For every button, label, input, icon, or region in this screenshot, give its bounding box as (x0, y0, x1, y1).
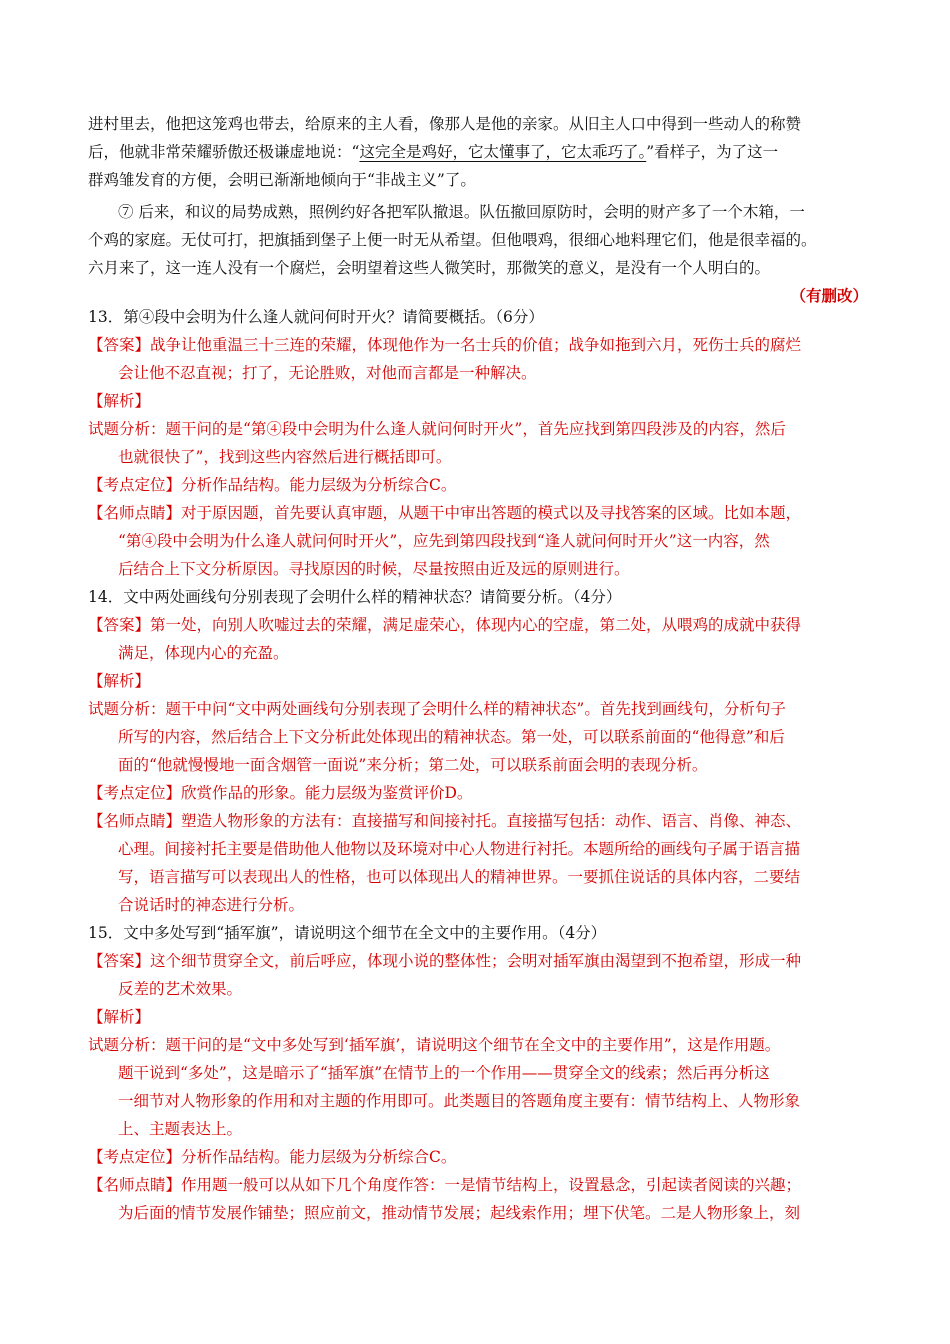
question-text: 13．第④段中会明为什么逢人就问何时开火？请简要概括。（6分） (88, 308, 544, 326)
passage-line (88, 138, 868, 166)
analysis-label: 【解析】 (88, 392, 151, 410)
analysis-line: 题干说到“多处”，这是暗示了“插军旗”在情节上的一个作用——贯穿全文的线索；然后再分析这 (118, 1064, 770, 1082)
answer-line: 满足，体现内心的充盈。 (118, 644, 289, 662)
answer-line: 【答案】战争让他重温三十三连的荣耀，体现他作为一名士兵的价值；战争如拖到六月，死伤士兵的腐烂 (88, 336, 802, 354)
question-15 (88, 919, 868, 1227)
edit-note: （有删改） (790, 286, 868, 305)
question-14 (88, 583, 868, 919)
passage-line: 个鸡的家庭。无仗可打，把旗插到堡子上便一时无从希望。但他喂鸡，很细心地料理它们，他是很幸福的。 (88, 231, 817, 249)
dianjing-line: 【名师点睛】对于原因题，首先要认真审题，从题干中审出答题的模式以及寻找答案的区域。比如本题， (88, 504, 802, 522)
passage-text: ”看样子，为了这一 (646, 143, 779, 161)
analysis-label: 【解析】 (88, 672, 151, 690)
answer-line: 【答案】第一处，向别人吹嘘过去的荣耀，满足虚荣心，体现内心的空虚，第二处，从喂鸡的成就中获得 (88, 616, 802, 634)
analysis-line: 也就很快了”，找到这些内容然后进行概括即可。 (118, 448, 452, 466)
passage-line: 群鸡雏发育的方便，会明已渐渐地倾向于“非战主义”了。 (88, 171, 476, 189)
kaodian-line: 【考点定位】欣赏作品的形象。能力层级为鉴赏评价D。 (88, 784, 473, 802)
analysis-label: 【解析】 (88, 1008, 151, 1026)
answer-line: 会让他不忍直视；打了，无论胜败，对他而言都是一种解决。 (118, 364, 537, 382)
passage-line: ⑦ 后来，和议的局势成熟，照例约好各把军队撤退。队伍撤回原防时，会明的财产多了一个木箱，一 (118, 203, 805, 221)
kaodian-line: 【考点定位】分析作品结构。能力层级为分析综合C。 (88, 1148, 457, 1166)
kaodian-line: 【考点定位】分析作品结构。能力层级为分析综合C。 (88, 476, 457, 494)
dianjing-line: 合说话时的神态进行分析。 (118, 896, 305, 914)
analysis-line: 所写的内容，然后结合上下文分析此处体现出的精神状态。第一处，可以联系前面的“他得意”和后 (118, 728, 785, 746)
underlined-sentence: 这完全是鸡好，它太懂事了，它太乖巧了。 (359, 143, 647, 161)
dianjing-line: 后结合上下文分析原因。寻找原因的时候，尽量按照由近及远的原则进行。 (118, 560, 630, 578)
dianjing-line: 【名师点睛】塑造人物形象的方法有：直接描写和间接衬托。直接描写包括：动作、语言、肖像、神态、 (88, 812, 802, 830)
passage-line: 六月来了，这一连人没有一个腐烂，会明望着这些人微笑时，那微笑的意义，是没有一个人明白的。 (88, 259, 771, 277)
analysis-line: 试题分析：题干问的是“第④段中会明为什么逢人就问何时开火”，首先应找到第四段涉及的内容，然后 (88, 420, 786, 438)
analysis-line: 上、主题表达上。 (118, 1120, 243, 1138)
passage-text: 后，他就非常荣耀骄傲还极谦虚地说：“ (88, 143, 360, 161)
analysis-line: 试题分析：题干中问“文中两处画线句分别表现了会明什么样的精神状态”。首先找到画线句，分析句子 (88, 700, 786, 718)
question-text: 15．文中多处写到“插军旗”，请说明这个细节在全文中的主要作用。（4分） (88, 924, 607, 942)
dianjing-line: 为后面的情节发展作铺垫；照应前文，推动情节发展；起线索作用；埋下伏笔。二是人物形象上，刻 (118, 1204, 801, 1222)
dianjing-line: 心理。间接衬托主要是借助他人他物以及环境对中心人物进行衬托。本题所给的画线句子属于语言描 (118, 840, 801, 858)
answer-line: 反差的艺术效果。 (118, 980, 243, 998)
dianjing-line: 【名师点睛】作用题一般可以从如下几个角度作答：一是情节结构上，设置悬念，引起读者阅读的兴趣； (88, 1176, 802, 1194)
dianjing-line: “第④段中会明为什么逢人就问何时开火”，应先到第四段找到“逢人就问何时开火”这一内容，然 (118, 532, 770, 550)
question-text: 14．文中两处画线句分别表现了会明什么样的精神状态？请简要分析。（4分） (88, 588, 622, 606)
analysis-line: 试题分析：题干问的是“文中多处写到‘插军旗’，请说明这个细节在全文中的主要作用”，这是作用题。 (88, 1036, 781, 1054)
analysis-line: 一细节对人物形象的作用和对主题的作用即可。此类题目的答题角度主要有：情节结构上、人物形象 (118, 1092, 801, 1110)
question-13 (88, 303, 868, 583)
answer-line: 【答案】这个细节贯穿全文，前后呼应，体现小说的整体性；会明对插军旗由渴望到不抱希望，形成一种 (88, 952, 802, 970)
passage-line: 进村里去，他把这笼鸡也带去，给原来的主人看，像那人是他的亲家。从旧主人口中得到一些动人的称赞 (88, 115, 802, 133)
passage (88, 110, 868, 310)
dianjing-line: 写，语言描写可以表现出人的性格，也可以体现出人的精神世界。一要抓住说话的具体内容，二要结 (118, 868, 801, 886)
analysis-line: 面的“他就慢慢地一面含烟管一面说”来分析；第二处，可以联系前面会明的表现分析。 (118, 756, 708, 774)
